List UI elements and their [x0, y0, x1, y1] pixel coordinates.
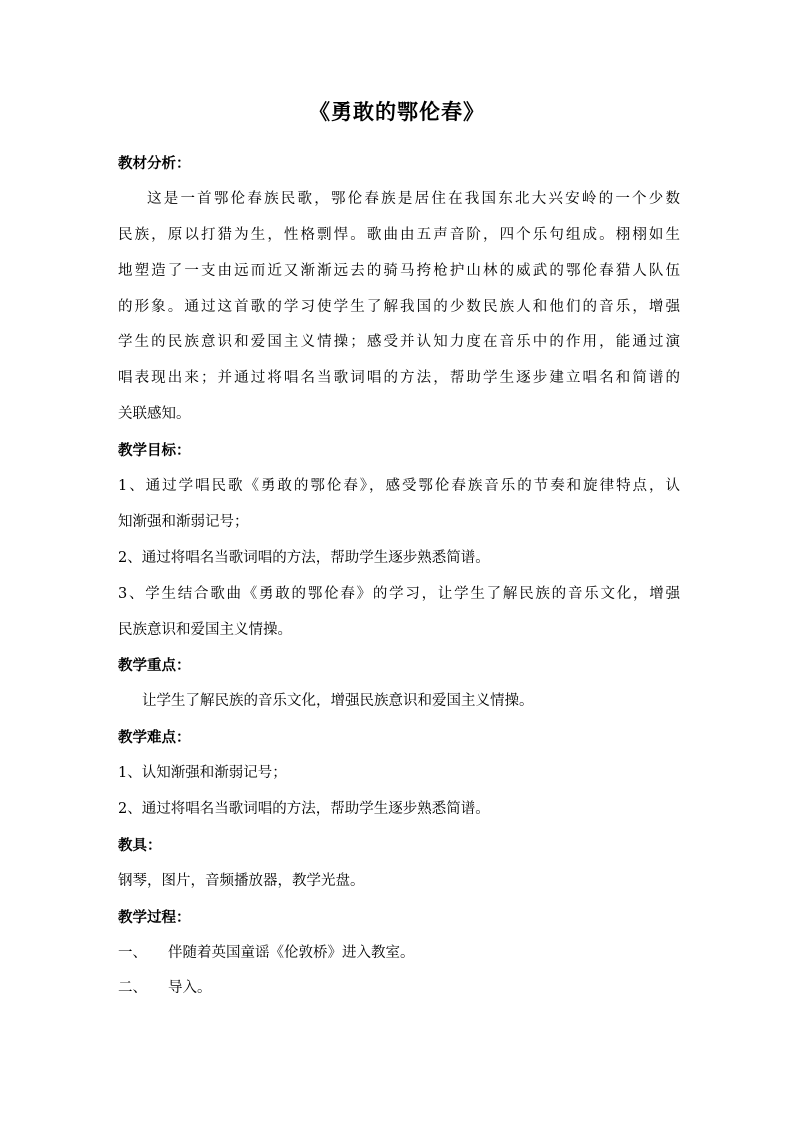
goals-line: 1、通过学唱民歌《勇敢的鄂伦春》，感受鄂伦春族音乐的节奏和旋律特点，认 [118, 478, 680, 495]
process-item [118, 936, 680, 972]
analysis-line: 地塑造了一支由远而近又渐渐远去的骑马挎枪护山林的威武的鄂伦春猎人队伍 [118, 262, 680, 279]
section-heading-tools: 教具： [118, 836, 162, 854]
analysis-line: 学生的民族意识和爱国主义情操；感受并认知力度在音乐中的作用，能通过演 [118, 334, 680, 351]
goals-line: 2、通过将唱名当歌词唱的方法，帮助学生逐步熟悉简谱。 [118, 549, 490, 566]
section-heading-process: 教学过程： [118, 908, 191, 926]
goals-line: 民族意识和爱国主义情操。 [118, 621, 292, 638]
analysis-line: 关联感知。 [118, 406, 191, 423]
page-title: 《勇敢的鄂伦春》 [309, 99, 485, 124]
difficulties-line: 2、通过将唱名当歌词唱的方法，帮助学生逐步熟悉简谱。 [118, 801, 490, 818]
section-heading-difficulties: 教学难点： [118, 729, 191, 747]
analysis-line: 唱表现出来；并通过将唱名当歌词唱的方法，帮助学生逐步建立唱名和简谱的 [118, 370, 680, 387]
analysis-line: 的形象。通过这首歌的学习使学生了解我国的少数民族人和他们的音乐，增强 [118, 298, 680, 315]
process-item-text: 伴随着英国童谣《伦敦桥》进入教室。 [168, 944, 415, 961]
process-item-number: 一、 [118, 944, 147, 961]
goals-line: 3、学生结合歌曲《勇敢的鄂伦春》的学习，让学生了解民族的音乐文化，增强 [118, 585, 680, 602]
section-heading-goals: 教学目标： [118, 442, 191, 460]
process-item-text: 导入。 [168, 980, 212, 997]
tools-line: 钢琴，图片，音频播放器，教学光盘。 [118, 872, 365, 889]
difficulties-line: 1、认知渐强和渐弱记号； [118, 765, 287, 782]
section-heading-analysis: 教材分析： [118, 155, 191, 172]
analysis-line: 这是一首鄂伦春族民歌，鄂伦春族是居住在我国东北大兴安岭的一个少数 [147, 190, 680, 207]
process-item-number: 二、 [118, 980, 147, 997]
process-item [118, 971, 680, 1007]
document-body [118, 146, 680, 1007]
key-points-line: 让学生了解民族的音乐文化，增强民族意识和爱国主义情操。 [142, 693, 534, 710]
section-heading-key-points: 教学重点： [118, 657, 191, 675]
analysis-line: 民族，原以打猎为生，性格剽悍。歌曲由五声音阶，四个乐句组成。栩栩如生 [118, 226, 680, 243]
goals-line: 知渐强和渐弱记号； [118, 513, 249, 530]
